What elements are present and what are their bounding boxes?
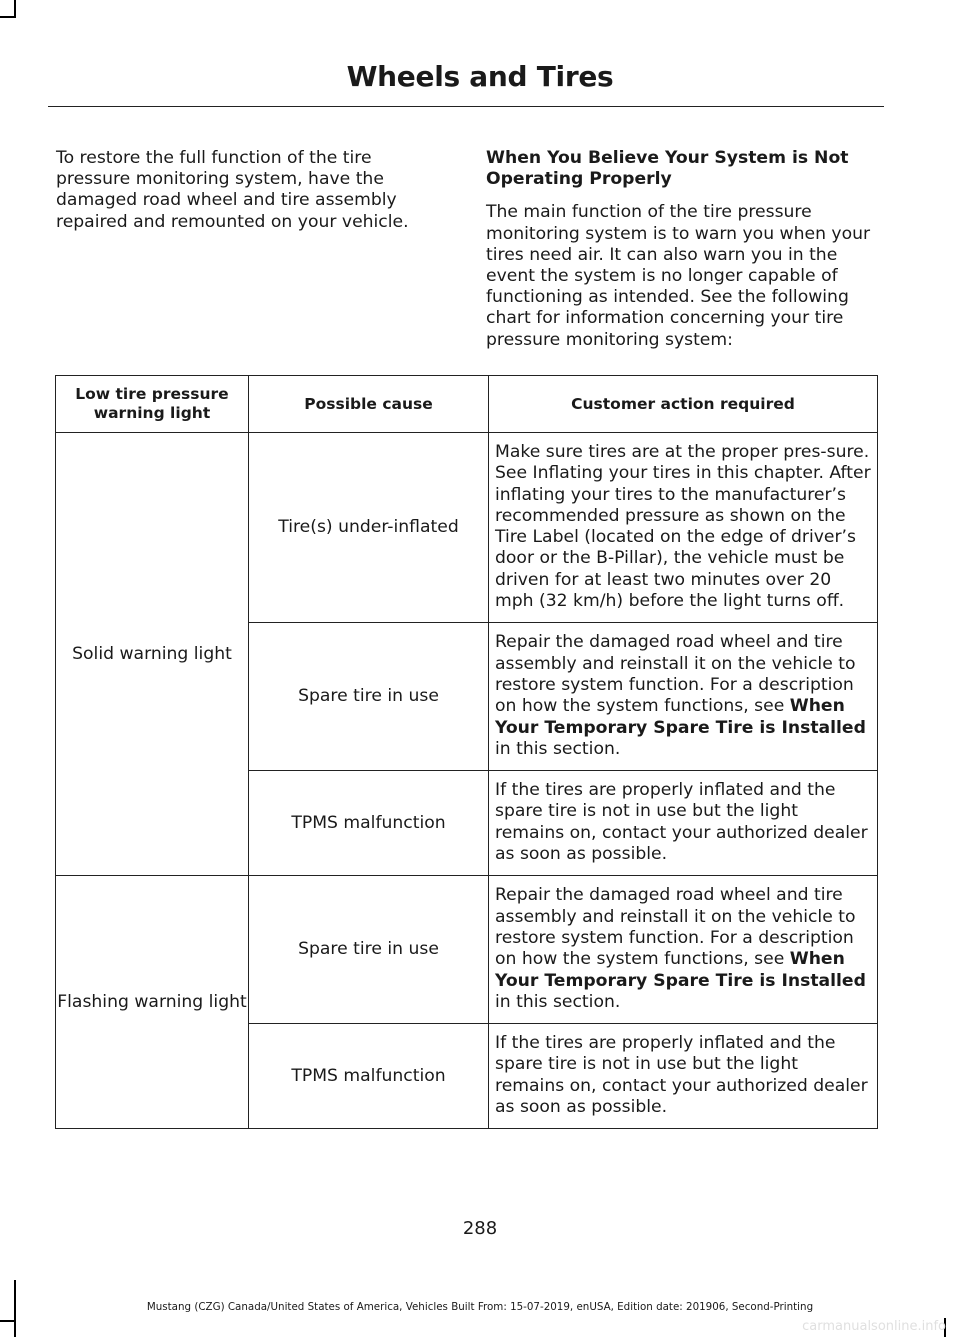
right-column — [486, 148, 882, 351]
page-number: 288 — [462, 1218, 498, 1239]
header-possible-cause: Possible cause — [249, 376, 489, 433]
cause-cell: TPMS malfunction — [249, 771, 489, 876]
action-reference: When Your Temporary Spare Tire is Installed — [495, 949, 866, 991]
crop-mark-top-left — [0, 16, 14, 18]
cause-cell: Spare tire in use — [249, 623, 489, 771]
crop-mark-bottom-left — [0, 1320, 14, 1322]
action-cell: If the tires are properly inflated and the spare tire is not in use but the light remains on, contact your authorized dealer as soon as possible. — [489, 1024, 878, 1129]
table-header-row — [56, 376, 878, 433]
action-cell: If the tires are properly inflated and the spare tire is not in use but the light remains on, contact your authorized dealer as soon as possible. — [489, 771, 878, 876]
action-text: Repair the damaged road wheel and tire assembly and reinstall it on the vehicle to restore system function. For a description on how the system functions, see — [495, 632, 856, 717]
watermark: carmanualsonline.info — [802, 1319, 946, 1334]
header-rule — [48, 106, 884, 107]
action-text: in this section. — [495, 738, 621, 759]
action-text: in this section. — [495, 991, 621, 1012]
action-cell: Make sure tires are at the proper pres-sure. See Inflating your tires in this chapter. After inflating your tires to the manufacturer’s recommended pressure as shown on the Tire Label (located on the edge of driver’s door or the B-Pillar), the vehicle must be driven for at least two minutes over 20 mph (32 km/h) before the light turns off. — [489, 433, 878, 623]
left-column-text: To restore the full function of the tire pressure monitoring system, have the damaged road wheel and tire assembly repaired and remounted on your vehicle. — [56, 148, 409, 232]
table-row — [56, 433, 878, 623]
section-text: The main function of the tire pressure monitoring system is to warn you when your tires need air. It can also warn you in the event the system is no longer capable of functioning as intended. See the following chart for information concerning your tire pressure monitoring system: — [486, 202, 871, 350]
warning-light-cell: Solid warning light — [56, 433, 249, 876]
cause-cell: TPMS malfunction — [249, 1024, 489, 1129]
action-cell — [489, 876, 878, 1024]
footer-text: Mustang (CZG) Canada/United States of America, Vehicles Built From: 15-07-2019, enUSA, Edition date: 201906, Second-Printing — [146, 1301, 814, 1313]
header-warning-light: Low tire pressure warning light — [56, 376, 249, 433]
section-heading: When You Believe Your System is Not Operating Properly — [486, 148, 849, 190]
warning-light-cell: Flashing warning light — [56, 876, 249, 1129]
cause-cell: Tire(s) under-inflated — [249, 433, 489, 623]
left-column — [56, 148, 448, 233]
crop-mark-top-left — [14, 0, 16, 18]
cause-cell: Spare tire in use — [249, 876, 489, 1024]
tpms-table — [55, 375, 878, 1129]
action-cell — [489, 623, 878, 771]
action-text: Repair the damaged road wheel and tire assembly and reinstall it on the vehicle to restore system function. For a description on how the system functions, see — [495, 885, 856, 970]
table-row — [56, 876, 878, 1024]
header-customer-action: Customer action required — [489, 376, 878, 433]
action-reference: When Your Temporary Spare Tire is Installed — [495, 696, 866, 738]
page-title: Wheels and Tires — [346, 60, 614, 93]
